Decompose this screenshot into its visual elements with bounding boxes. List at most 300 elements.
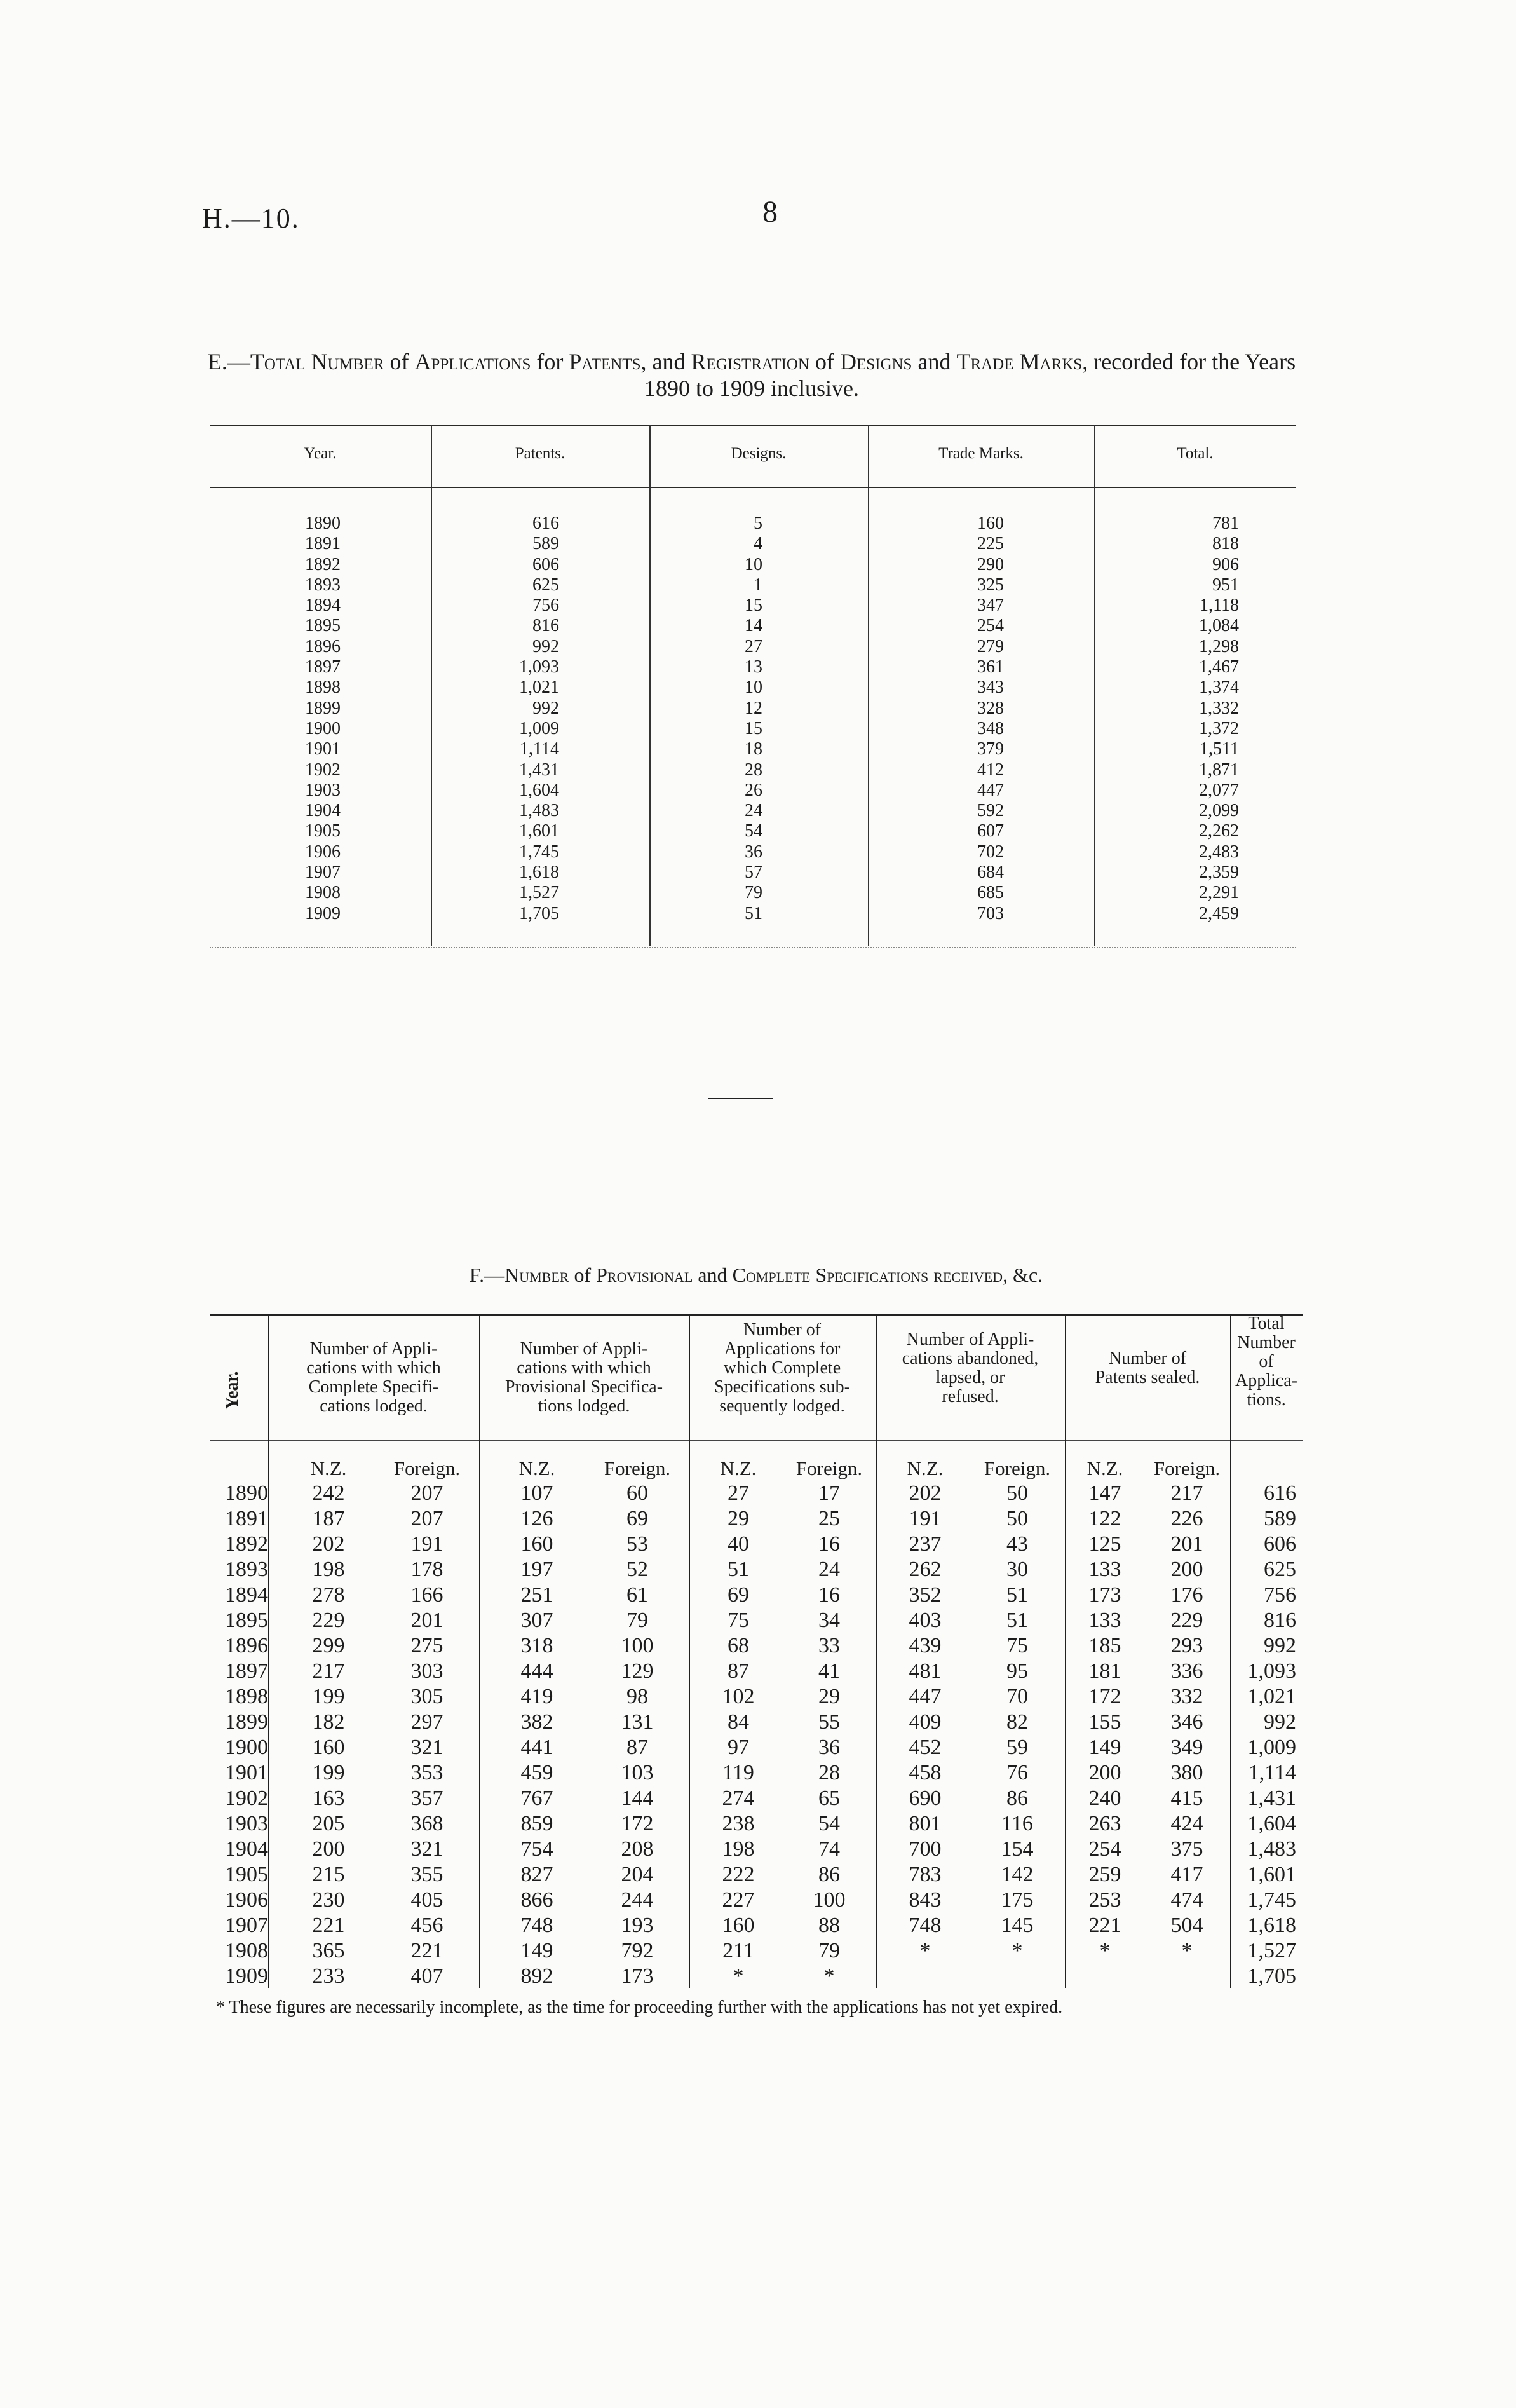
table-e-cell-year: 1891 bbox=[305, 534, 341, 554]
table-e-cell-year: 1892 bbox=[305, 554, 341, 575]
table-e-cell-patents: 1,114 bbox=[520, 739, 559, 759]
table-f-cell-s_f: 55 bbox=[818, 1710, 840, 1734]
table-e-cell-year: 1898 bbox=[305, 677, 341, 698]
table-e-cell-designs: 13 bbox=[745, 657, 762, 677]
table-e-cell-total: 1,118 bbox=[1200, 595, 1239, 616]
table-f-cell-year: 1900 bbox=[225, 1736, 268, 1759]
table-f-cell-total: 1,527 bbox=[1247, 1939, 1296, 1962]
table-f-cell-s_f: 100 bbox=[813, 1888, 846, 1912]
table-e-cell-patents: 1,483 bbox=[519, 801, 559, 821]
table-e-cell-patents: 1,705 bbox=[519, 903, 559, 923]
table-e-cell-year: 1896 bbox=[305, 636, 341, 656]
table-f-cell-ps_f: 217 bbox=[1170, 1481, 1203, 1505]
table-e-cell-trade_marks: 685 bbox=[977, 883, 1004, 903]
table-e-cell-total: 2,359 bbox=[1199, 862, 1239, 883]
table-f-divider bbox=[876, 1314, 877, 1988]
table-f-cell-ps_f: 229 bbox=[1170, 1609, 1203, 1632]
table-e-cell-designs: 79 bbox=[745, 883, 762, 903]
table-e-cell-designs: 15 bbox=[745, 595, 762, 616]
table-f-cell-c_nz: 230 bbox=[312, 1888, 345, 1912]
table-e bbox=[210, 425, 1296, 951]
table-f-cell-a_f: 43 bbox=[1006, 1532, 1028, 1556]
table-e-cell-patents: 1,009 bbox=[519, 718, 559, 738]
table-f-cell-a_nz: 843 bbox=[909, 1888, 942, 1912]
table-f-cell-s_f: 79 bbox=[818, 1939, 840, 1962]
table-e-cell-trade_marks: 361 bbox=[977, 657, 1004, 677]
table-f-cell-total: 606 bbox=[1264, 1532, 1296, 1556]
table-f-cell-ps_nz: 133 bbox=[1088, 1609, 1121, 1632]
table-f-cell-s_f: 41 bbox=[818, 1659, 840, 1683]
table-f-cell-a_nz: 191 bbox=[909, 1507, 942, 1530]
table-e-cell-patents: 616 bbox=[532, 514, 559, 533]
table-e-cell-year: 1902 bbox=[305, 759, 341, 780]
table-f-cell-a_f: 145 bbox=[1001, 1914, 1034, 1937]
table-f-cell-year: 1909 bbox=[225, 1964, 268, 1988]
table-f-cell-year: 1903 bbox=[225, 1812, 268, 1835]
table-f-cell-ps_nz: 149 bbox=[1088, 1736, 1121, 1759]
table-f-cell-s_f: 65 bbox=[818, 1786, 840, 1810]
table-f-cell-p_nz: 318 bbox=[520, 1634, 553, 1657]
table-f-cell-total: 625 bbox=[1264, 1558, 1296, 1581]
table-f-cell-a_f: 70 bbox=[1006, 1685, 1028, 1708]
table-e-designs-column bbox=[699, 514, 762, 924]
table-f-cell-a_f: 51 bbox=[1006, 1609, 1028, 1632]
table-e-cell-trade_marks: 254 bbox=[977, 616, 1004, 636]
table-f-cell-a_nz: 700 bbox=[909, 1837, 942, 1861]
table-f-cell-p_f: 131 bbox=[621, 1710, 654, 1734]
table-f-cell-ps_f: 201 bbox=[1170, 1532, 1203, 1556]
table-e-cell-trade_marks: 347 bbox=[977, 595, 1004, 616]
table-f-cell-s_f: * bbox=[823, 1964, 835, 1988]
sub-header-foreign: Foreign. bbox=[393, 1457, 461, 1479]
table-e-cell-patents: 756 bbox=[532, 595, 559, 616]
table-e-patents-column bbox=[477, 514, 559, 924]
table-f-cell-p_nz: 251 bbox=[520, 1583, 553, 1607]
table-f-cell-c_f: 207 bbox=[410, 1481, 443, 1505]
table-e-cell-designs: 36 bbox=[745, 841, 762, 862]
table-f-complete-foreign-column bbox=[376, 1481, 478, 1989]
table-f-cell-a_f: 95 bbox=[1006, 1659, 1028, 1683]
table-e-cell-designs: 57 bbox=[745, 862, 762, 883]
table-f-cell-c_f: 321 bbox=[410, 1837, 443, 1861]
table-f-cell-ps_nz: 133 bbox=[1088, 1558, 1121, 1581]
table-f-sealed-nz-column bbox=[1065, 1481, 1145, 1989]
table-f-cell-total: 616 bbox=[1264, 1481, 1296, 1505]
table-f-cell-p_nz: 892 bbox=[520, 1964, 553, 1988]
sub-header-nz: N.Z. bbox=[720, 1457, 757, 1479]
table-e-cell-year: 1894 bbox=[305, 595, 341, 616]
table-f-cell-year: 1892 bbox=[225, 1532, 268, 1556]
table-f-cell-year: 1896 bbox=[225, 1634, 268, 1657]
table-f-cell-c_nz: 233 bbox=[312, 1964, 345, 1988]
table-e-cell-year: 1890 bbox=[305, 514, 341, 533]
table-e-divider bbox=[649, 425, 651, 946]
table-e-total-column bbox=[1150, 514, 1239, 924]
table-e-cell-year: 1901 bbox=[305, 739, 341, 759]
table-f-cell-total: 1,705 bbox=[1247, 1964, 1296, 1988]
table-f-cell-c_nz: 202 bbox=[312, 1532, 345, 1556]
table-f-cell-ps_nz: * bbox=[1099, 1939, 1111, 1962]
table-f-cell-p_f: 173 bbox=[621, 1964, 654, 1988]
table-f-cell-a_f: 75 bbox=[1006, 1634, 1028, 1657]
table-f-cell-s_nz: 51 bbox=[728, 1558, 749, 1581]
table-f-cell-year: 1898 bbox=[225, 1685, 268, 1708]
table-f-cell-total: 1,021 bbox=[1247, 1685, 1296, 1708]
table-f-cell-c_nz: 160 bbox=[312, 1736, 345, 1759]
table-f-cell-a_f: 59 bbox=[1006, 1736, 1028, 1759]
table-e-title: E.—Total Number of Applications for Patents, and Registration of Designs and Trade Marks, recorded for the Years 1890 to 1909 inclusive. bbox=[207, 349, 1296, 401]
table-f-cell-total: 816 bbox=[1264, 1609, 1296, 1632]
table-f-cell-ps_f: 346 bbox=[1170, 1710, 1203, 1734]
table-e-cell-year: 1893 bbox=[305, 575, 341, 595]
table-f-cell-ps_f: 415 bbox=[1170, 1786, 1203, 1810]
table-e-cell-year: 1904 bbox=[305, 801, 341, 821]
table-e-cell-patents: 1,601 bbox=[519, 821, 559, 841]
table-f-cell-ps_f bbox=[1144, 1964, 1230, 1989]
table-e-cell-trade_marks: 328 bbox=[977, 698, 1004, 718]
table-e-cell-total: 1,511 bbox=[1200, 739, 1239, 759]
table-e-cell-designs: 51 bbox=[745, 903, 762, 923]
table-f-cell-ps_nz: 200 bbox=[1088, 1761, 1121, 1785]
section-separator bbox=[708, 1098, 773, 1099]
table-e-cell-designs: 5 bbox=[754, 514, 762, 533]
table-e-cell-designs: 4 bbox=[754, 534, 762, 554]
table-e-cell-total: 906 bbox=[1212, 554, 1239, 575]
table-f-cell-p_f: 60 bbox=[626, 1481, 648, 1505]
table-e-bottom-rule bbox=[210, 947, 1296, 948]
col-header-year: Year. bbox=[222, 1371, 242, 1410]
table-f-cell-total: 1,618 bbox=[1247, 1914, 1296, 1937]
sub-header-foreign: Foreign. bbox=[604, 1457, 671, 1479]
table-e-cell-year: 1899 bbox=[305, 698, 341, 718]
table-f-cell-total: 589 bbox=[1264, 1507, 1296, 1530]
table-e-cell-designs: 12 bbox=[745, 698, 762, 718]
footnote: * These figures are necessarily incomplete, as the time for proceeding further with the applications has not yet expired. bbox=[216, 1997, 1063, 2017]
table-f-cell-c_f: 357 bbox=[410, 1786, 443, 1810]
table-f-cell-c_nz: 187 bbox=[312, 1507, 345, 1530]
table-f-title: F.—Number of Provisional and Complete Specifications received, &c. bbox=[469, 1263, 1043, 1286]
table-f-cell-year: 1905 bbox=[225, 1863, 268, 1886]
table-f-cell-year: 1891 bbox=[225, 1507, 268, 1530]
table-e-cell-designs: 10 bbox=[745, 677, 762, 698]
table-f-cell-year: 1907 bbox=[225, 1914, 268, 1937]
table-f-cell-s_f: 16 bbox=[818, 1583, 840, 1607]
table-e-cell-year: 1905 bbox=[305, 821, 341, 841]
table-f-cell-c_f: 405 bbox=[410, 1888, 443, 1912]
col-header-year: Year. bbox=[304, 445, 337, 462]
table-f-cell-year: 1895 bbox=[225, 1609, 268, 1632]
table-f-cell-c_nz: 242 bbox=[312, 1481, 345, 1505]
table-f-cell-p_nz: 107 bbox=[520, 1481, 553, 1505]
table-f-cell-s_f: 74 bbox=[818, 1837, 840, 1861]
table-f-cell-p_nz: 444 bbox=[520, 1659, 553, 1683]
table-f-cell-p_f: 144 bbox=[621, 1786, 654, 1810]
table-f-cell-a_nz: 352 bbox=[909, 1583, 942, 1607]
table-f-cell-s_nz: 274 bbox=[722, 1786, 755, 1810]
table-f-cell-a_nz: 783 bbox=[909, 1863, 942, 1886]
table-e-cell-total: 818 bbox=[1212, 534, 1239, 554]
table-f-cell-ps_nz: 185 bbox=[1088, 1634, 1121, 1657]
table-f-cell-s_f: 34 bbox=[818, 1609, 840, 1632]
table-f-cell-s_nz: 211 bbox=[722, 1939, 754, 1962]
table-f-cell-p_nz: 827 bbox=[520, 1863, 553, 1886]
table-f-cell-s_nz: * bbox=[733, 1964, 744, 1988]
table-e-cell-patents: 1,431 bbox=[519, 759, 559, 780]
table-e-cell-total: 781 bbox=[1212, 514, 1239, 533]
document-reference: H.—10. bbox=[202, 203, 300, 234]
table-f-cell-p_f: 52 bbox=[626, 1558, 648, 1581]
table-e-cell-trade_marks: 348 bbox=[977, 718, 1004, 738]
table-f-abandoned-foreign-column bbox=[970, 1481, 1065, 1989]
table-f-cell-year: 1894 bbox=[225, 1583, 268, 1607]
col-header-designs: Designs. bbox=[731, 445, 787, 462]
table-f-cell-ps_f: 332 bbox=[1170, 1685, 1203, 1708]
table-f-cell-year: 1902 bbox=[225, 1786, 268, 1810]
table-e-cell-designs: 10 bbox=[745, 554, 762, 575]
table-f-cell-s_f: 86 bbox=[818, 1863, 840, 1886]
table-f-divider bbox=[1230, 1314, 1231, 1988]
table-e-cell-total: 1,467 bbox=[1199, 657, 1239, 677]
table-f-cell-p_f: 244 bbox=[621, 1888, 654, 1912]
table-f-cell-a_nz: 452 bbox=[909, 1736, 942, 1759]
table-f-cell-s_nz: 238 bbox=[722, 1812, 755, 1835]
table-f-cell-a_nz bbox=[881, 1964, 970, 1989]
table-f-cell-a_f: 116 bbox=[1001, 1812, 1033, 1835]
table-f-cell-c_f: 456 bbox=[410, 1914, 443, 1937]
table-e-top-rule bbox=[210, 425, 1296, 426]
table-e-cell-total: 1,298 bbox=[1199, 636, 1239, 656]
table-f-cell-a_f: 175 bbox=[1001, 1888, 1034, 1912]
table-f-cell-total: 1,601 bbox=[1247, 1863, 1296, 1886]
table-f-cell-total: 756 bbox=[1264, 1583, 1296, 1607]
table-f-cell-total: 1,114 bbox=[1248, 1761, 1296, 1785]
table-f-cell-c_nz: 221 bbox=[312, 1914, 345, 1937]
table-e-cell-trade_marks: 325 bbox=[977, 575, 1004, 595]
table-f-cell-p_f: 79 bbox=[626, 1609, 648, 1632]
table-f-cell-s_f: 24 bbox=[818, 1558, 840, 1581]
table-f-cell-c_f: 207 bbox=[410, 1507, 443, 1530]
table-e-cell-year: 1907 bbox=[305, 862, 341, 883]
table-f-top-rule bbox=[210, 1314, 1303, 1316]
table-f-cell-c_nz: 199 bbox=[312, 1685, 345, 1708]
table-f-cell-ps_nz: 263 bbox=[1088, 1812, 1121, 1835]
table-e-cell-trade_marks: 290 bbox=[977, 554, 1004, 575]
table-e-cell-year: 1909 bbox=[305, 903, 341, 923]
table-f-cell-p_nz: 419 bbox=[520, 1685, 553, 1708]
table-f-cell-s_nz: 84 bbox=[728, 1710, 749, 1734]
table-f-cell-a_f: * bbox=[1012, 1939, 1023, 1962]
table-f-header-rule bbox=[210, 1440, 1303, 1441]
table-f-cell-p_nz: 754 bbox=[520, 1837, 553, 1861]
table-f-cell-ps_f: 200 bbox=[1170, 1558, 1203, 1581]
table-f-cell-s_nz: 227 bbox=[722, 1888, 755, 1912]
table-f-complete-nz-column bbox=[281, 1481, 376, 1989]
table-f-cell-p_f: 53 bbox=[626, 1532, 648, 1556]
table-f-cell-s_nz: 29 bbox=[728, 1507, 749, 1530]
table-f-cell-ps_f: 336 bbox=[1170, 1659, 1203, 1683]
sub-header-foreign: Foreign. bbox=[984, 1457, 1051, 1479]
sub-header-nz: N.Z. bbox=[518, 1457, 555, 1479]
table-e-cell-total: 951 bbox=[1212, 575, 1239, 595]
table-e-cell-total: 2,291 bbox=[1199, 883, 1239, 903]
table-f-cell-c_nz: 198 bbox=[312, 1558, 345, 1581]
table-f-cell-ps_nz: 125 bbox=[1088, 1532, 1121, 1556]
table-e-cell-trade_marks: 684 bbox=[977, 862, 1004, 883]
table-f-cell-c_nz: 229 bbox=[312, 1609, 345, 1632]
table-e-cell-trade_marks: 225 bbox=[977, 534, 1004, 554]
group-header-total: Total Number of Applica- tions. bbox=[1235, 1314, 1297, 1410]
table-e-cell-trade_marks: 703 bbox=[977, 903, 1004, 923]
group-header-subsequent: Number of Applications for which Complete Specifications sub- sequently lodged. bbox=[714, 1320, 850, 1416]
table-f-provisional-foreign-column bbox=[586, 1481, 689, 1989]
table-f-cell-s_f: 25 bbox=[818, 1507, 840, 1530]
table-f-cell-ps_f: 417 bbox=[1170, 1863, 1203, 1886]
table-f-total-column bbox=[1233, 1481, 1296, 1989]
table-f-cell-ps_nz: 181 bbox=[1088, 1659, 1121, 1683]
table-f-cell-c_f: 353 bbox=[410, 1761, 443, 1785]
table-f-cell-p_nz: 149 bbox=[520, 1939, 553, 1962]
table-f-cell-a_f: 30 bbox=[1006, 1558, 1028, 1581]
table-f-cell-c_f: 201 bbox=[410, 1609, 443, 1632]
table-e-cell-total: 1,374 bbox=[1199, 677, 1239, 698]
sub-header-nz: N.Z. bbox=[310, 1457, 347, 1479]
table-e-cell-trade_marks: 702 bbox=[977, 841, 1004, 862]
table-f-cell-ps_nz: 155 bbox=[1088, 1710, 1121, 1734]
table-f-cell-p_f: 87 bbox=[626, 1736, 648, 1759]
table-f-cell-s_f: 88 bbox=[818, 1914, 840, 1937]
table-f-cell-a_nz: * bbox=[919, 1939, 931, 1962]
table-e-divider bbox=[868, 425, 869, 946]
table-e-cell-patents: 1,021 bbox=[519, 677, 559, 698]
table-f-cell-s_nz: 87 bbox=[728, 1659, 749, 1683]
table-f-cell-s_f: 33 bbox=[818, 1634, 840, 1657]
table-f-cell-s_f: 29 bbox=[818, 1685, 840, 1708]
table-f-subsequent-foreign-column bbox=[783, 1481, 876, 1989]
table-f-cell-c_nz: 215 bbox=[312, 1863, 345, 1886]
table-f-cell-c_nz: 299 bbox=[312, 1634, 345, 1657]
table-f-cell-p_nz: 459 bbox=[520, 1761, 553, 1785]
table-f-cell-s_nz: 27 bbox=[728, 1481, 749, 1505]
table-e-cell-trade_marks: 379 bbox=[977, 739, 1004, 759]
table-f-cell-c_f: 221 bbox=[410, 1939, 443, 1962]
table-e-cell-designs: 26 bbox=[745, 780, 762, 800]
table-e-cell-patents: 992 bbox=[532, 636, 559, 656]
table-f-cell-total: 1,009 bbox=[1247, 1736, 1296, 1759]
table-f-cell-p_f: 100 bbox=[621, 1634, 654, 1657]
table-e-cell-total: 1,084 bbox=[1199, 616, 1239, 636]
table-f-cell-c_f: 368 bbox=[410, 1812, 443, 1835]
table-f-cell-a_f: 154 bbox=[1001, 1837, 1034, 1861]
table-f-cell-ps_f: 424 bbox=[1170, 1812, 1203, 1835]
table-e-cell-year: 1900 bbox=[305, 718, 341, 738]
table-f-cell-p_f: 103 bbox=[621, 1761, 654, 1785]
table-f-cell-ps_f: 504 bbox=[1170, 1914, 1203, 1937]
table-f-cell-ps_nz: 122 bbox=[1088, 1507, 1121, 1530]
group-header-complete: Number of Appli- cations with which Complete Specifi- cations lodged. bbox=[306, 1339, 441, 1416]
table-e-cell-total: 2,459 bbox=[1199, 903, 1239, 923]
sub-header-nz: N.Z. bbox=[907, 1457, 944, 1479]
table-f-cell-a_nz: 481 bbox=[909, 1659, 942, 1683]
table-f-cell-ps_f: 349 bbox=[1170, 1736, 1203, 1759]
table-f-subsequent-nz-column bbox=[694, 1481, 783, 1989]
table-f-cell-s_nz: 69 bbox=[728, 1583, 749, 1607]
table-e-cell-total: 1,372 bbox=[1199, 718, 1239, 738]
table-f-cell-ps_f: 474 bbox=[1170, 1888, 1203, 1912]
table-f-cell-c_f: 407 bbox=[410, 1964, 443, 1988]
table-e-cell-patents: 625 bbox=[532, 575, 559, 595]
table-f-cell-s_nz: 119 bbox=[722, 1761, 754, 1785]
table-e-year-column bbox=[305, 514, 369, 924]
table-e-cell-trade_marks: 160 bbox=[977, 514, 1004, 533]
table-f-cell-a_nz: 409 bbox=[909, 1710, 942, 1734]
table-e-cell-designs: 1 bbox=[754, 575, 762, 595]
table-f-cell-total: 1,483 bbox=[1247, 1837, 1296, 1861]
table-f-cell-c_nz: 163 bbox=[312, 1786, 345, 1810]
table-f-cell-a_nz: 202 bbox=[909, 1481, 942, 1505]
table-f-cell-c_f: 166 bbox=[410, 1583, 443, 1607]
table-f-cell-p_nz: 307 bbox=[520, 1609, 553, 1632]
table-f-cell-ps_f: 176 bbox=[1170, 1583, 1203, 1607]
table-f-cell-c_nz: 182 bbox=[312, 1710, 345, 1734]
group-header-abandoned: Number of Appli- cations abandoned, lapsed, or refused. bbox=[902, 1330, 1039, 1406]
table-f-cell-p_nz: 382 bbox=[520, 1710, 553, 1734]
table-f-cell-p_nz: 767 bbox=[520, 1786, 553, 1810]
table-f-cell-ps_nz: 173 bbox=[1088, 1583, 1121, 1607]
table-f-cell-p_nz: 441 bbox=[520, 1736, 553, 1759]
table-f-cell-a_nz: 458 bbox=[909, 1761, 942, 1785]
table-f-cell-p_f: 129 bbox=[621, 1659, 654, 1683]
table-e-cell-patents: 1,604 bbox=[519, 780, 559, 800]
table-e-cell-year: 1897 bbox=[305, 657, 341, 677]
table-f-cell-ps_nz: 172 bbox=[1088, 1685, 1121, 1708]
table-e-cell-total: 2,262 bbox=[1199, 821, 1239, 841]
table-e-cell-designs: 18 bbox=[745, 739, 762, 759]
table-e-cell-designs: 24 bbox=[745, 801, 762, 821]
table-f-cell-c_f: 275 bbox=[410, 1634, 443, 1657]
table-f-cell-total: 1,745 bbox=[1247, 1888, 1296, 1912]
sub-header-foreign: Foreign. bbox=[1153, 1457, 1221, 1479]
table-e-cell-year: 1908 bbox=[305, 883, 341, 903]
table-e-cell-total: 2,483 bbox=[1199, 841, 1239, 862]
table-f-cell-a_nz: 403 bbox=[909, 1609, 942, 1632]
table-f-cell-c_nz: 278 bbox=[312, 1583, 345, 1607]
table-e-cell-trade_marks: 447 bbox=[977, 780, 1004, 800]
table-f-cell-c_f: 303 bbox=[410, 1659, 443, 1683]
table-e-cell-designs: 54 bbox=[745, 821, 762, 841]
group-header-provisional: Number of Appli- cations with which Provisional Specifica- tions lodged. bbox=[504, 1339, 663, 1416]
table-f-cell-p_f: 208 bbox=[621, 1837, 654, 1861]
table-f-cell-c_f: 305 bbox=[410, 1685, 443, 1708]
table-f-cell-p_nz: 866 bbox=[520, 1888, 553, 1912]
col-header-total: Total. bbox=[1177, 445, 1214, 462]
table-f-cell-p_nz: 126 bbox=[520, 1507, 553, 1530]
table-f-cell-c_nz: 199 bbox=[312, 1761, 345, 1785]
table-f-cell-year: 1899 bbox=[225, 1710, 268, 1734]
table-e-cell-trade_marks: 412 bbox=[977, 759, 1004, 780]
table-f-cell-p_f: 61 bbox=[626, 1583, 648, 1607]
table-f-cell-year: 1890 bbox=[225, 1481, 268, 1505]
table-f-cell-s_nz: 198 bbox=[722, 1837, 755, 1861]
table-f-cell-year: 1901 bbox=[225, 1761, 268, 1785]
table-e-cell-year: 1906 bbox=[305, 841, 341, 862]
table-f-cell-year: 1904 bbox=[225, 1837, 268, 1861]
table-e-cell-patents: 606 bbox=[532, 554, 559, 575]
table-f-cell-total: 1,093 bbox=[1247, 1659, 1296, 1683]
table-f-cell-ps_nz: 254 bbox=[1088, 1837, 1121, 1861]
table-f-cell-s_nz: 102 bbox=[722, 1685, 755, 1708]
table-f-cell-a_nz: 262 bbox=[909, 1558, 942, 1581]
table-f-cell-s_nz: 222 bbox=[722, 1863, 755, 1886]
